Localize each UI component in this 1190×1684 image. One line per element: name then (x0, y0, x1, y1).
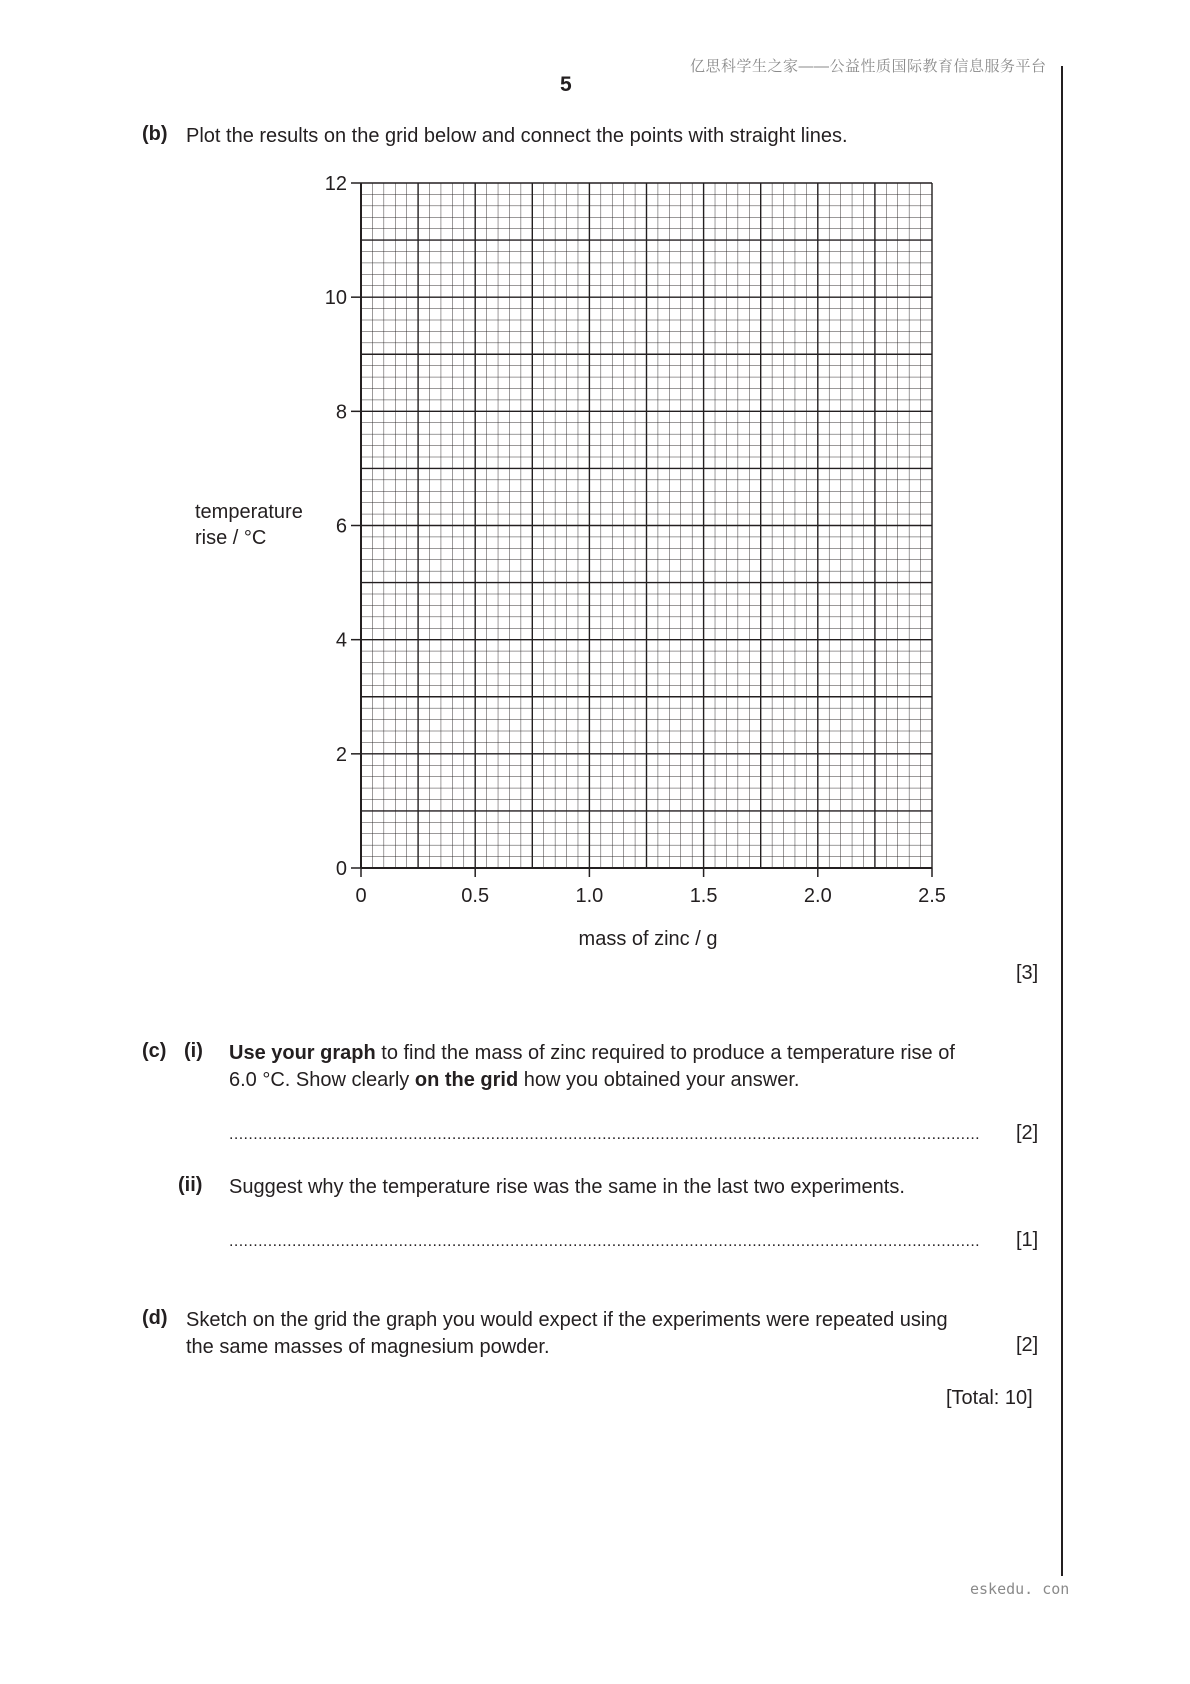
part-c-i-line1 (229, 1040, 1044, 1067)
x-tick-label: 1.5 (689, 885, 718, 907)
part-c-i-text2: 6.0 °C. Show clearly (229, 1069, 415, 1091)
part-c-ii-label: (ii) (178, 1174, 203, 1196)
y-tick-label: 6 (335, 515, 347, 538)
x-tick-label: 0.5 (461, 885, 490, 907)
x-tick-label: 0 (355, 885, 367, 907)
part-c-ii-answer-line[interactable]: ........................................................................................................................................................... (229, 1233, 981, 1250)
y-tick-label: 10 (324, 287, 347, 310)
header-watermark: 亿思科学生之家——公益性质国际教育信息服务平台 (690, 58, 1047, 75)
part-b-label: (b) (142, 123, 168, 145)
part-c-i-text1: to find the mass of zinc required to produce a temperature rise of (375, 1042, 955, 1064)
total-marks: [Total: 10] (946, 1387, 1033, 1409)
y-tick-label: 2 (335, 743, 347, 766)
y-tick-label: 8 (335, 401, 347, 424)
y-tick-label: 0 (335, 858, 347, 880)
x-tick-label: 2.5 (918, 885, 946, 907)
x-axis-label: mass of zinc / g (578, 928, 718, 950)
part-c-ii-marks: [1] (1016, 1229, 1039, 1251)
part-d-label: (d) (142, 1307, 168, 1329)
x-tick-label: 2.0 (803, 885, 832, 907)
on-the-grid-bold: on the grid (414, 1069, 519, 1091)
part-d-line1: Sketch on the grid the graph you would expect if the experiments were repeated using (186, 1309, 948, 1331)
part-c-i-answer-line[interactable]: ........................................................................................................................................................... (229, 1126, 981, 1143)
part-b-marks: [3] (1016, 962, 1039, 984)
part-b-text: Plot the results on the grid below and connect the points with straight lines. (186, 125, 848, 147)
part-c-i-text3: how you obtained your answer. (518, 1069, 800, 1091)
part-d-line2: the same masses of magnesium powder. (186, 1336, 550, 1358)
part-d-marks: [2] (1016, 1334, 1039, 1356)
part-d-text (186, 1307, 1043, 1361)
part-c-i-text (229, 1040, 1044, 1094)
y-axis-label-line2: rise / °C (195, 527, 267, 549)
part-c-i-label: (i) (184, 1040, 203, 1062)
x-tick-label: 1.0 (575, 885, 604, 907)
page-number: 5 (560, 73, 572, 96)
part-c-i-line2 (229, 1067, 1044, 1094)
y-tick-label: 4 (335, 629, 347, 652)
part-c-ii-text: Suggest why the temperature rise was the same in the last two experiments. (229, 1176, 905, 1198)
use-your-graph-bold: Use your graph (229, 1042, 376, 1064)
part-c-label: (c) (142, 1040, 167, 1062)
footer-site: eskedu. con (970, 1580, 1070, 1598)
y-axis-label-line1: temperature (195, 501, 303, 523)
y-tick-label: 12 (324, 173, 347, 195)
axis-ticks (351, 183, 932, 877)
part-c-i-marks: [2] (1016, 1122, 1039, 1144)
